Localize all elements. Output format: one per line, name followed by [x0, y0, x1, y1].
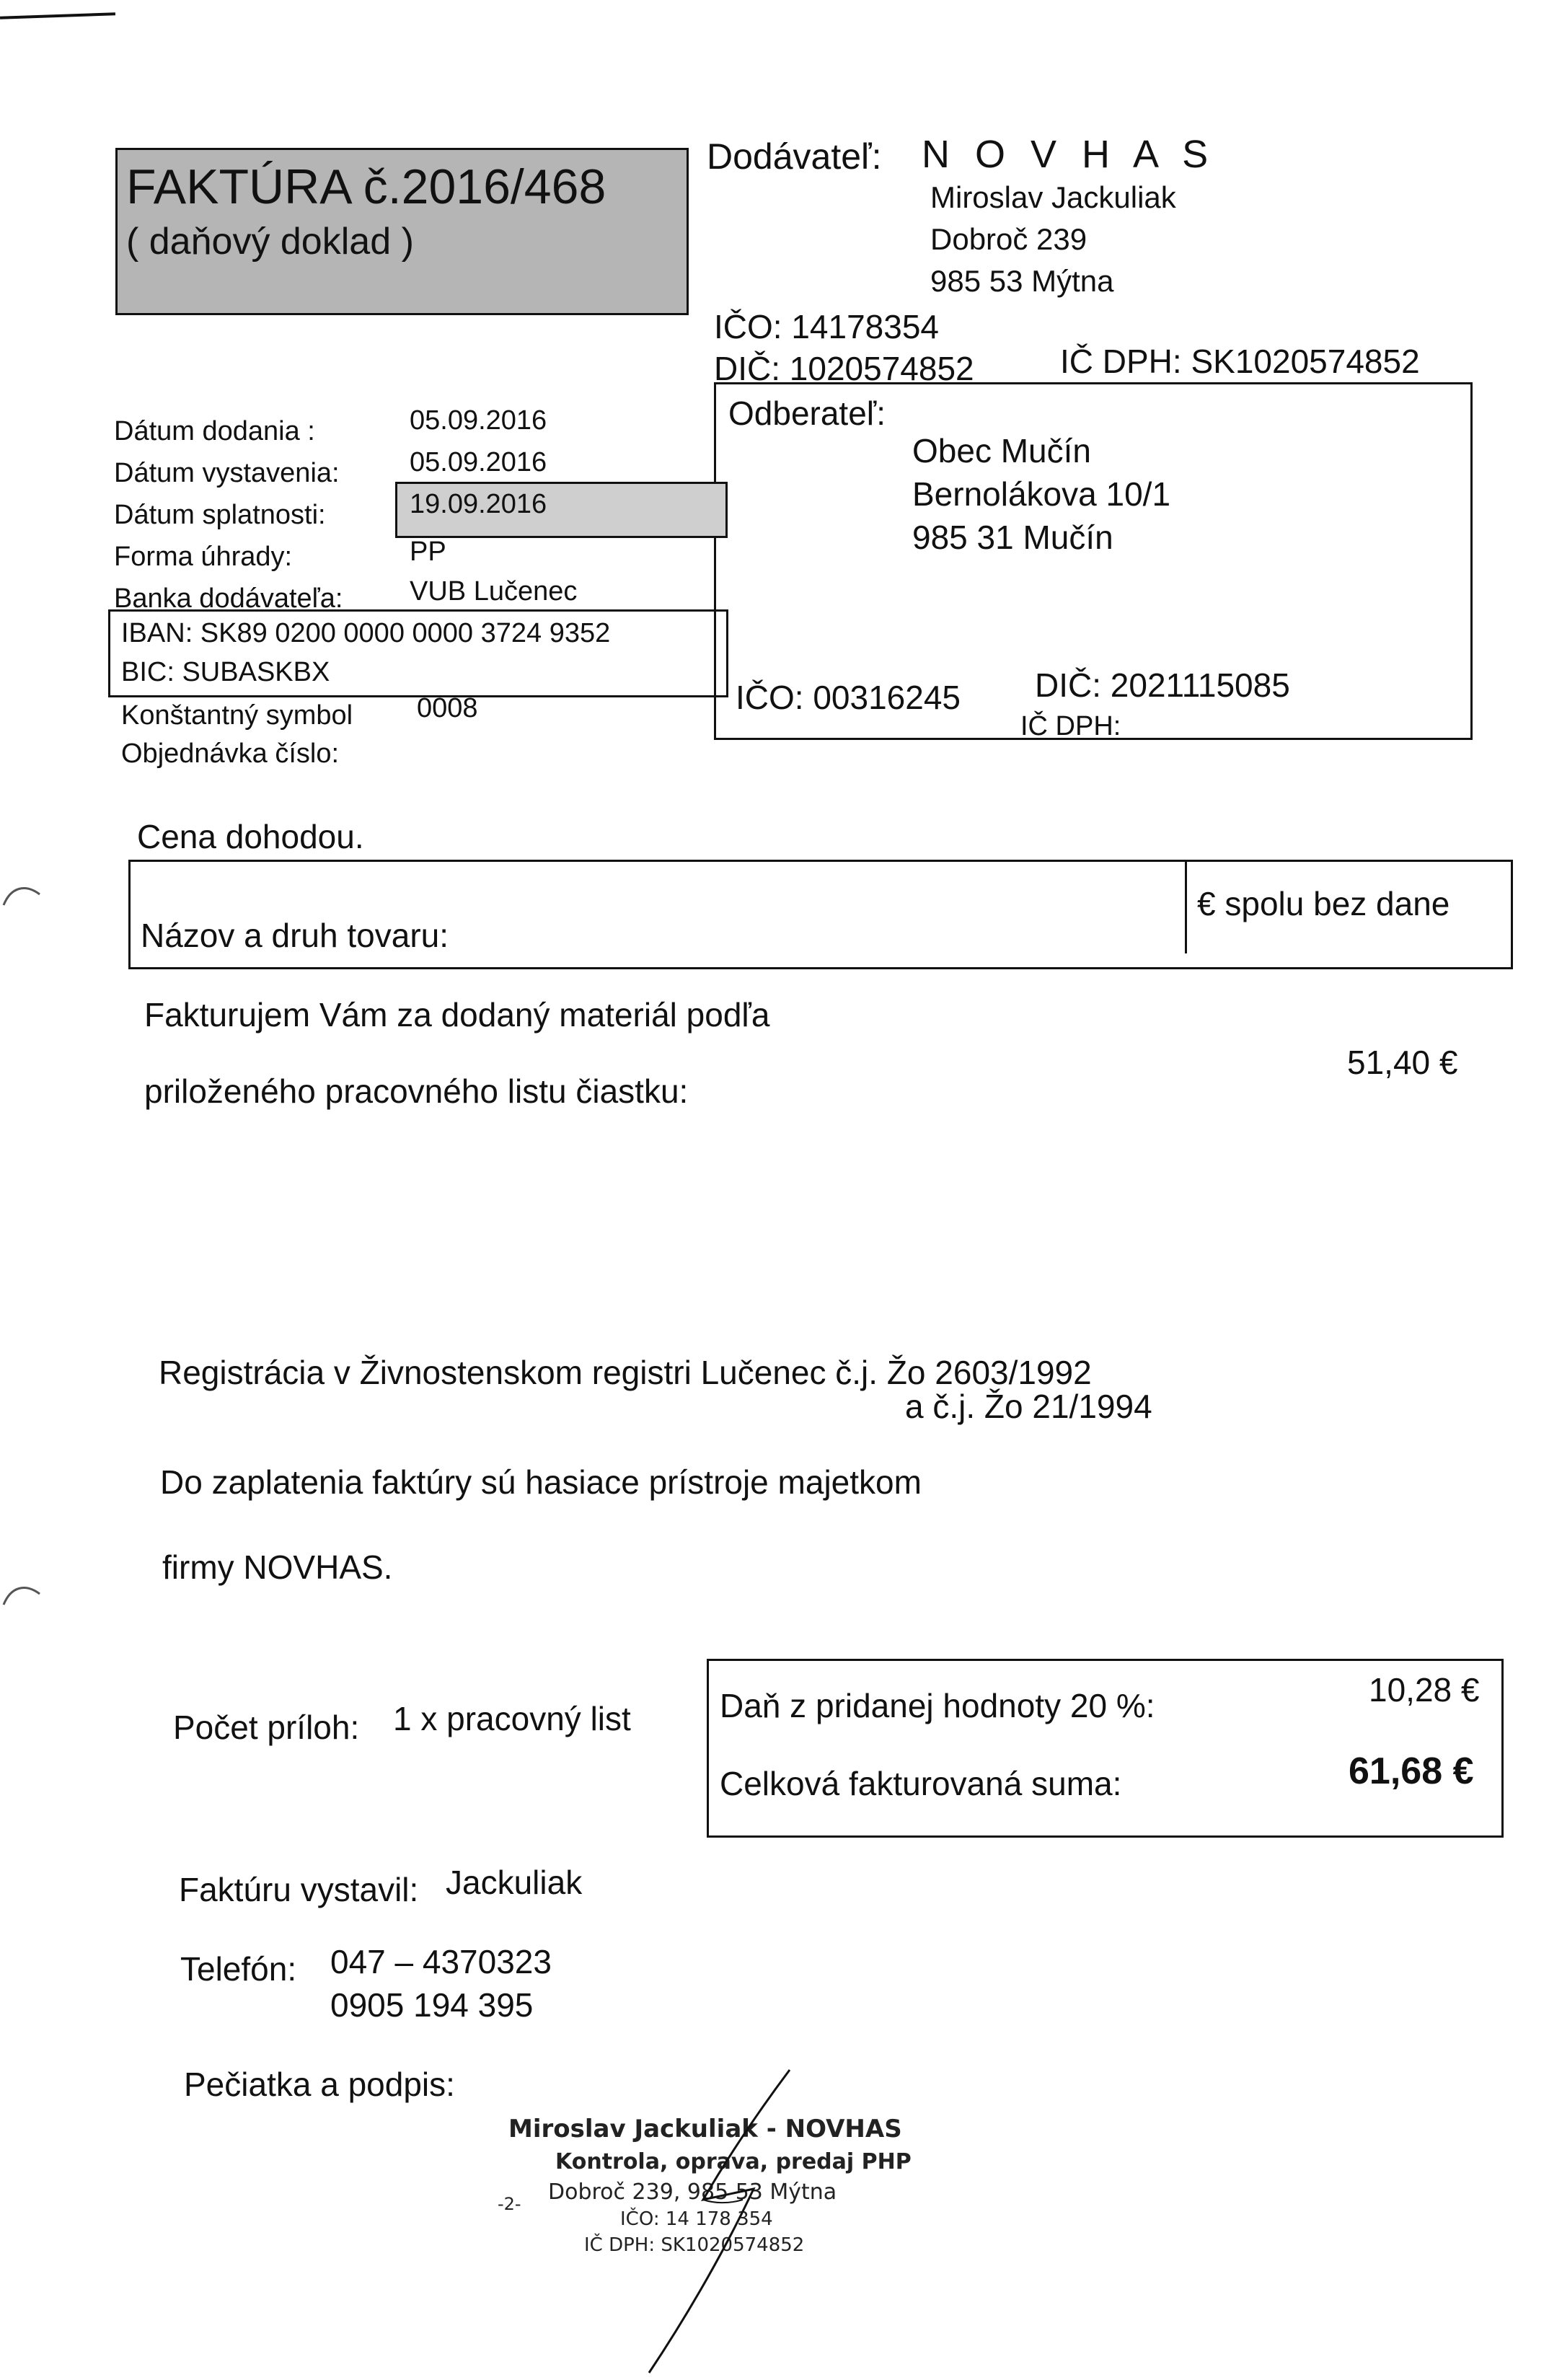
- issue-date: 05.09.2016: [410, 447, 547, 477]
- stamp-mark: -2-: [498, 2194, 521, 2214]
- supplier-city: 985 53 Mýtna: [930, 264, 1114, 298]
- iban: IBAN: SK89 0200 0000 0000 3724 9352: [121, 618, 611, 648]
- customer-name: Obec Mučín: [912, 432, 1091, 470]
- items-col-total: € spolu bez dane: [1197, 885, 1450, 922]
- supplier-name: N O V H A S: [922, 133, 1216, 176]
- constant-symbol-label: Konštantný symbol: [121, 700, 353, 731]
- delivery-date-label: Dátum dodania :: [114, 416, 315, 446]
- invoice-subtitle: ( daňový doklad ): [126, 221, 414, 263]
- issuer-name: Jackuliak: [446, 1864, 583, 1901]
- due-date: 19.09.2016: [410, 489, 547, 519]
- items-table-divider: [1185, 860, 1187, 953]
- customer-city: 985 31 Mučín: [912, 519, 1113, 556]
- customer-ic-dph: IČ DPH:: [1020, 711, 1121, 741]
- registration-line-2: a č.j. Žo 21/1994: [905, 1388, 1152, 1425]
- items-col-name: Názov a druh tovaru:: [141, 917, 449, 954]
- payment-form: PP: [410, 537, 446, 567]
- ownership-line-1: Do zaplatenia faktúry sú hasiace prístroje majetkom: [160, 1463, 922, 1501]
- customer-ico: IČO: 00316245: [736, 679, 961, 716]
- margin-pen-mark: [0, 12, 115, 19]
- vat-label: Daň z pridanej hodnoty 20 %:: [720, 1687, 1155, 1724]
- due-date-label: Dátum splatnosti:: [114, 500, 326, 530]
- items-line-1: Fakturujem Vám za dodaný materiál podľa: [144, 996, 770, 1033]
- stamp-line-3: Dobroč 239, 985 53 Mýtna: [548, 2180, 837, 2205]
- signature-label: Pečiatka a podpis:: [184, 2066, 455, 2103]
- bank-label: Banka dodávateľa:: [114, 583, 343, 614]
- supplier-ico: IČO: 14178354: [714, 308, 940, 345]
- phone-number-2: 0905 194 395: [330, 1986, 534, 2024]
- order-number-label: Objednávka číslo:: [121, 739, 340, 769]
- phone-label: Telefón:: [180, 1950, 297, 1988]
- supplier-dic: DIČ: 1020574852: [714, 350, 974, 387]
- pricing-note: Cena dohodou.: [137, 818, 364, 855]
- ownership-line-2: firmy NOVHAS.: [162, 1548, 393, 1586]
- handwritten-signature: [620, 2063, 808, 2380]
- stamp-line-1: Miroslav Jackuliak - NOVHAS: [508, 2115, 902, 2143]
- constant-symbol: 0008: [417, 693, 478, 723]
- customer-dic: DIČ: 2021115085: [1035, 666, 1290, 704]
- attachments-value: 1 x pracovný list: [393, 1700, 631, 1737]
- delivery-date: 05.09.2016: [410, 405, 547, 436]
- phone-number-1: 047 – 4370323: [330, 1943, 552, 1980]
- stamp-line-4: IČO: 14 178 354: [620, 2208, 773, 2230]
- supplier-ic-dph: IČ DPH: SK1020574852: [1060, 343, 1420, 380]
- hole-punch-mark-top: [0, 880, 43, 909]
- total-label: Celková fakturovaná suma:: [720, 1765, 1122, 1802]
- issue-date-label: Dátum vystavenia:: [114, 458, 340, 488]
- attachments-label: Počet príloh:: [173, 1709, 360, 1746]
- payment-form-label: Forma úhrady:: [114, 542, 293, 572]
- vat-value: 10,28 €: [1369, 1671, 1480, 1709]
- customer-label: Odberateľ:: [728, 395, 886, 432]
- customer-street: Bernolákova 10/1: [912, 475, 1171, 513]
- hole-punch-mark-bottom: [0, 1579, 43, 1608]
- items-amount: 51,40 €: [1347, 1044, 1458, 1081]
- registration-line-1: Registrácia v Živnostenskom registri Lučenec č.j. Žo 2603/1992: [159, 1354, 1092, 1391]
- bank-name: VUB Lučenec: [410, 576, 578, 607]
- stamp-line-5: IČ DPH: SK1020574852: [584, 2234, 805, 2256]
- supplier-contact: Miroslav Jackuliak: [930, 180, 1176, 214]
- issuer-label: Faktúru vystavil:: [179, 1871, 419, 1908]
- items-line-2: priloženého pracovného listu čiastku:: [144, 1072, 689, 1110]
- invoice-title: FAKTÚRA č.2016/468: [126, 159, 606, 214]
- total-value: 61,68 €: [1349, 1750, 1474, 1792]
- supplier-street: Dobroč 239: [930, 222, 1087, 256]
- supplier-label: Dodávateľ:: [707, 136, 882, 177]
- stamp-line-2: Kontrola, oprava, predaj PHP: [555, 2149, 912, 2174]
- bic: BIC: SUBASKBX: [121, 657, 330, 687]
